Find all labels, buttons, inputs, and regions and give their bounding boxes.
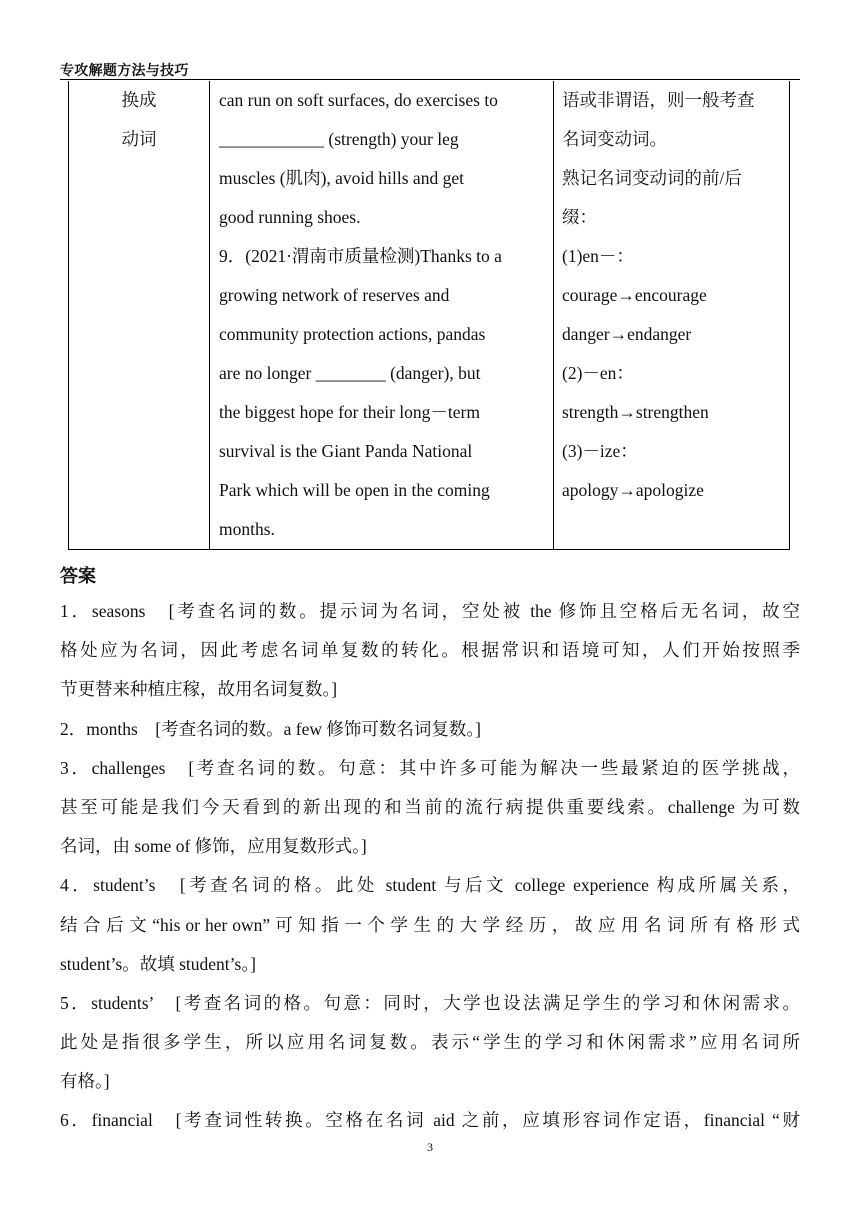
answer-line: 3．challenges [考查名词的数。句意：其中许多可能为解决一些最紧迫的医学挑战，: [60, 757, 800, 778]
tip-line: (1)en－：: [562, 246, 634, 266]
answer-line: 甚至可能是我们今天看到的新出现的和当前的流行病提供重要线索。challenge 为可数: [60, 796, 800, 817]
answer-line: student’s。故填 student’s。]: [60, 953, 256, 974]
answer-line: 有格。]: [60, 1071, 110, 1092]
example-line: can run on soft surfaces, do exercises to: [219, 90, 498, 110]
example-cell: [219, 81, 545, 549]
answer-line: 名词，由 some of 修饰，应用复数形式。]: [60, 836, 367, 857]
example-line: muscles (肌肉), avoid hills and get: [219, 168, 464, 188]
example-line: are no longer ________ (danger), but: [219, 363, 481, 383]
tip-line: 缀：: [562, 207, 597, 227]
page-header-title: 专攻解题方法与技巧: [60, 63, 189, 79]
example-line: growing network of reserves and: [219, 285, 450, 305]
tip-line: 名词变动词。: [562, 129, 667, 149]
tip-line: (2)－en：: [562, 363, 634, 383]
column-divider: [553, 81, 554, 549]
example-line: months.: [219, 519, 275, 539]
category-line: 动词: [121, 129, 157, 149]
example-line: 9．(2021·渭南市质量检测)Thanks to a: [219, 246, 502, 266]
tip-line: strength→strengthen: [562, 402, 709, 422]
tip-line: (3)－ize：: [562, 441, 638, 461]
answer-line: 格处应为名词，因此考虑名词单复数的转化。根据常识和语境可知，人们开始按照季: [60, 640, 800, 661]
tip-line: 语或非谓语，则一般考查: [562, 90, 755, 110]
answer-line: 2．months [考查名词的数。a few 修饰可数名词复数。]: [60, 718, 481, 739]
example-line: good running shoes.: [219, 207, 361, 227]
tip-line: danger→endanger: [562, 324, 692, 344]
answer-line: 结 合 后 文 “his or her own” 可 知 指 一 个 学 生 的 大 学 经 历 ， 故 应 用 名 词 所 有 格 形 式: [60, 914, 800, 935]
tip-line: 熟记名词变动词的前/后: [562, 168, 742, 188]
answer-line: 此处是指很多学生，所以应用名词复数。表示“学生的学习和休闲需求”应用名词所: [60, 1032, 800, 1053]
example-line: survival is the Giant Panda National: [219, 441, 473, 461]
answer-line: 4．student’s [考查名词的格。此处 student 与后文 college experience 构成所属关系，: [60, 875, 800, 896]
category-cell: [69, 81, 209, 159]
page-number: 3: [427, 1140, 433, 1154]
example-line: community protection actions, pandas: [219, 324, 486, 344]
answer-line: 节更替来种植庄稼，故用名词复数。]: [60, 679, 338, 700]
column-divider: [209, 81, 210, 549]
category-line: 换成: [121, 90, 157, 110]
answers-heading: 答案: [60, 566, 96, 587]
answers-section: [60, 592, 800, 1141]
example-line: Park which will be open in the coming: [219, 480, 490, 500]
tip-line: apology→apologize: [562, 480, 704, 500]
answer-line: 6．financial [考查词性转换。空格在名词 aid 之前，应填形容词作定语，financial “财: [60, 1110, 800, 1131]
grammar-table: [68, 81, 790, 550]
answer-line: 5．students’ [考查名词的格。句意：同时，大学也设法满足学生的学习和休闲需求。: [60, 992, 800, 1013]
answer-line: 1．seasons [考查名词的数。提示词为名词，空处被 the 修饰且空格后无名词，故空: [60, 601, 800, 621]
example-line: the biggest hope for their long－term: [219, 402, 480, 422]
tip-cell: [562, 81, 788, 510]
tip-line: courage→encourage: [562, 285, 707, 305]
header-rule: [60, 79, 800, 80]
example-line: ____________ (strength) your leg: [219, 129, 459, 149]
